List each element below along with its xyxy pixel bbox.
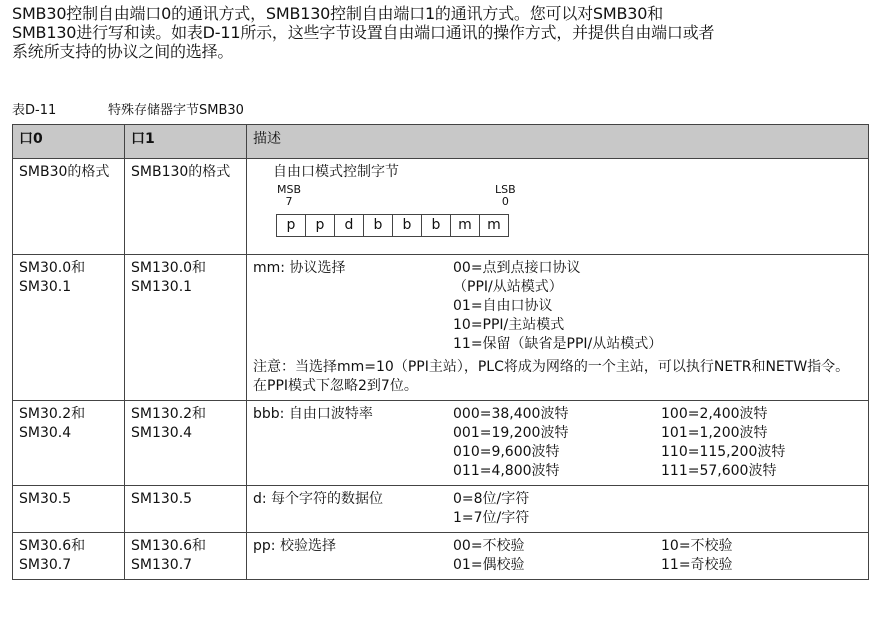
option-list [453,405,661,481]
option: 110=115,200波特 [661,444,786,460]
cell-port1: SM130.0和SM130.1 [125,255,247,401]
lsb-bit: 0 [501,195,509,208]
table-row-databits [13,486,869,533]
bit-field-diagram [273,184,523,242]
option: （PPI/从站模式） [453,279,563,295]
bit-cells [276,214,509,237]
option: 010=9,600波特 [453,444,560,460]
intro-paragraph [12,4,872,61]
table-row-baud [13,401,869,486]
option: 11=奇校验 [661,557,733,573]
cell-port1: SM130.6和SM130.7 [125,533,247,580]
option: 101=1,200波特 [661,425,768,441]
field-label: d: 每个字符的数据位 [253,491,384,507]
table-row-format [13,159,869,255]
table-number: 表D-11 [12,103,57,118]
cell-port1: SM130.5 [125,486,247,533]
cell-description [247,401,869,486]
cell-port0: SM30.2和SM30.4 [13,401,125,486]
table-header-row [13,125,869,159]
option-list [453,259,662,354]
cell-description [247,533,869,580]
cell-description [247,255,869,401]
option: 1=7位/字符 [453,510,530,526]
option: 00=不校验 [453,538,525,554]
intro-line: SMB130进行写和读。如表D-11所示，这些字节设置自由端口通讯的操作方式，并提供自由端口或者 [12,23,715,42]
header-port0: 口0 [13,125,125,159]
bit-cell: m [479,215,508,236]
option: 011=4,800波特 [453,463,560,479]
option-list [453,537,661,575]
table-row-protocol [13,255,869,401]
cell-port0: SMB30的格式 [13,159,125,255]
option: 00=点到点接口协议 [453,260,581,276]
cell-port1: SM130.2和SM130.4 [125,401,247,486]
option-list [661,405,861,481]
field-label: mm: 协议选择 [253,260,346,276]
intro-line: 系统所支持的协议之间的选择。 [12,42,234,61]
cell-description [247,159,869,255]
smb30-table [12,124,869,580]
option: 10=不校验 [661,538,733,554]
table-row-parity [13,533,869,580]
option: 10=PPI/主站模式 [453,317,565,333]
option: 111=57,600波特 [661,463,777,479]
cell-port0: SM30.6和SM30.7 [13,533,125,580]
option: 0=8位/字符 [453,491,530,507]
field-label: pp: 校验选择 [253,538,336,554]
table-title: 特殊存储器字节SMB30 [108,103,244,118]
bit-cell: b [363,215,392,236]
option: 000=38,400波特 [453,406,569,422]
bit-cell: b [421,215,450,236]
cell-description [247,486,869,533]
bit-cell: d [334,215,363,236]
table-caption [12,99,244,118]
lsb-marker [495,184,516,208]
lsb-label: LSB [495,183,516,196]
bit-cell: p [305,215,334,236]
header-description: 描述 [247,125,869,159]
option: 01=偶校验 [453,557,525,573]
protocol-note: 注意：当选择mm=10（PPI主站），PLC将成为网络的一个主站，可以执行NETR和NETW指令。在PPI模式下忽略2到7位。 [253,359,850,394]
option: 11=保留（缺省是PPI/从站模式） [453,336,663,352]
cell-port0: SM30.5 [13,486,125,533]
bit-cell: m [450,215,479,236]
header-port1: 口1 [125,125,247,159]
cell-port1: SMB130的格式 [125,159,247,255]
field-label: bbb: 自由口波特率 [253,406,373,422]
option: 01=自由口协议 [453,298,553,314]
msb-marker [277,184,301,208]
option: 001=19,200波特 [453,425,569,441]
msb-bit: 7 [285,195,293,208]
msb-label: MSB [277,183,302,196]
control-byte-title: 自由口模式控制字节 [273,164,399,180]
bit-cell: p [286,217,296,233]
bit-cell: b [392,215,421,236]
option-list [453,490,661,528]
cell-port0: SM30.0和SM30.1 [13,255,125,401]
option-list [661,537,861,575]
intro-line: SMB30控制自由端口0的通讯方式，SMB130控制自由端口1的通讯方式。您可以对SMB30和 [12,4,664,23]
option: 100=2,400波特 [661,406,768,422]
